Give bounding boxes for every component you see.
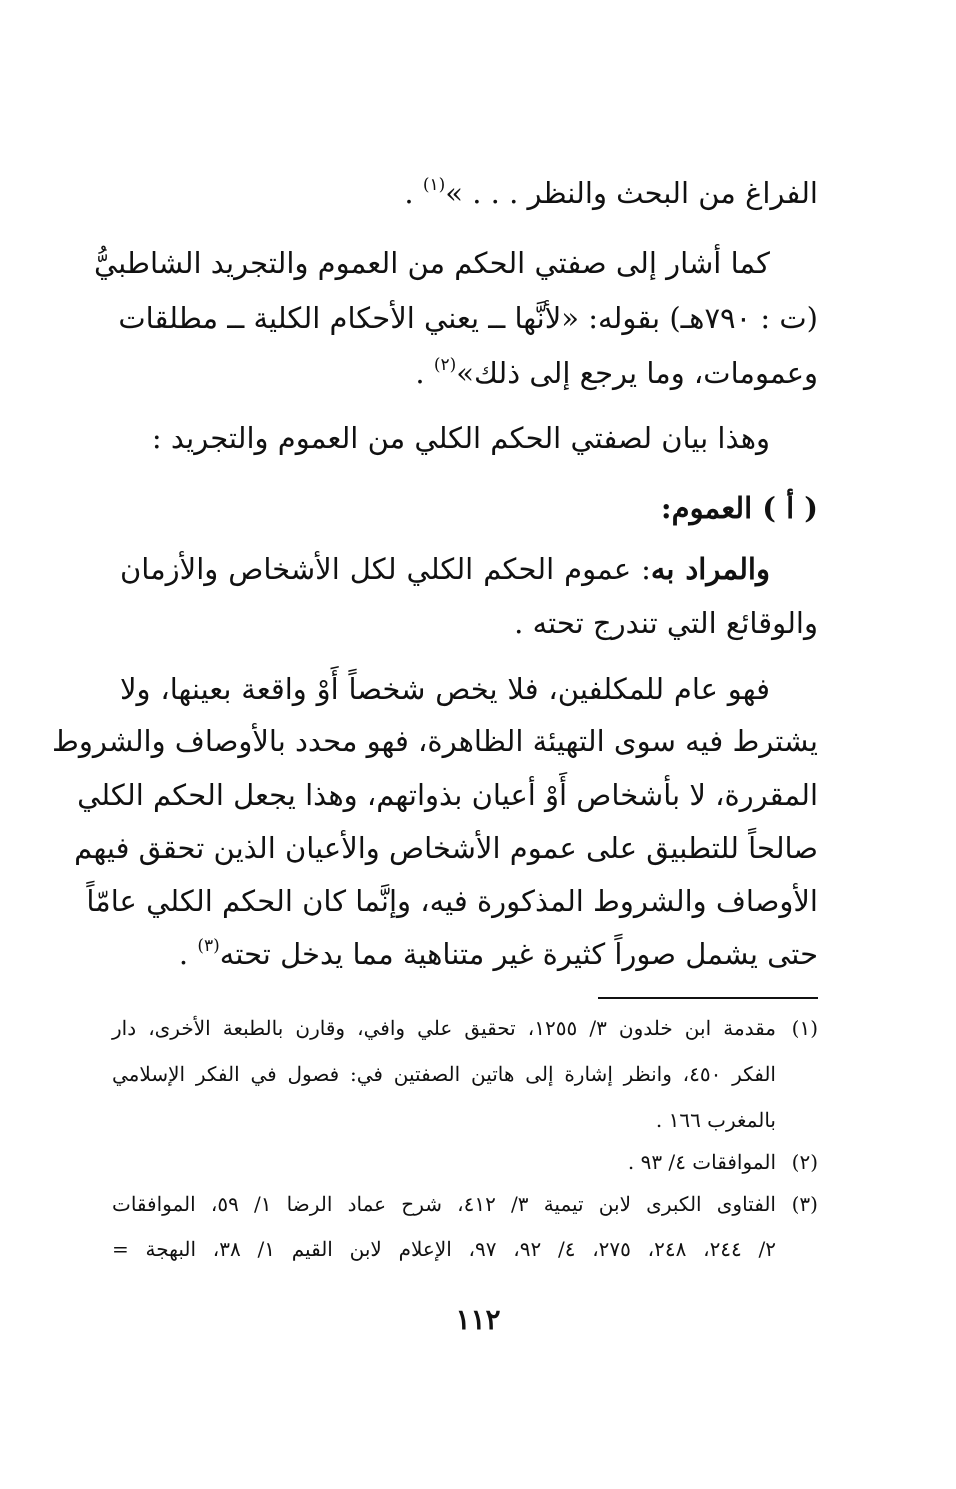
body-line-14: حتى يشمل صوراً كثيرة غير متناهية مما يدخل تحته$^{(٣)}$ . — [178, 936, 818, 971]
footnote-1-line-2: الفكر ٤٥٠، وانظر إشارة إلى هاتين الصفتين في: فصول في الفكر الإسلامي — [112, 1062, 776, 1086]
page-number: ١١٢ — [455, 1303, 501, 1336]
body-line-10: يشترط فيه سوى التهيئة الظاهرة، فهو محدد بالأوصاف والشروط — [52, 724, 818, 758]
footnote-1-line-3: بالمغرب ١٦٦ . — [655, 1108, 776, 1132]
footnote-ref-3: (٣) — [197, 936, 220, 956]
footnote-3-line-1: (٣)الفتاوى الكبرى لابن تيمية ٣/ ٤١٢، شرح عماد الرضا ١/ ٥٩، الموافقات — [112, 1187, 818, 1221]
footnote-ref-2: (٢) — [433, 355, 457, 375]
body-line-3: (ت : ٧٩٠هـ) بقوله: «لأنَّها ــ يعني الأحكام الكلية ــ مطلقات — [118, 301, 818, 335]
footnote-1-line-1: (١)مقدمة ابن خلدون ٣/ ١٢٥٥، تحقيق علي وافي، وقارن بالطبعة الأخرى، دار — [112, 1011, 818, 1045]
body-line-7: والمراد به: عموم الحكم الكلي لكل الأشخاص والأزمان — [120, 552, 770, 586]
footnote-2-number: (٢) — [791, 1150, 818, 1174]
footnote-3-line-2: ٢/ ٢٤٤، ٢٤٨، ٢٧٥، ٤/ ٩٢، ٩٧، الإعلام لابن القيم ١/ ٣٨، البهجة = — [112, 1237, 777, 1261]
footnote-3-number: (٣) — [791, 1192, 818, 1216]
footnote-2-line-1: (٢)الموافقات ٤/ ٩٣ . — [112, 1145, 818, 1179]
body-line-1: الفراغ من البحث والنظر . . . »$^{(١)}$ . — [404, 175, 818, 210]
body-line-2: كما أشار إلى صفتي الحكم من العموم والتجريد الشاطبيُّ — [93, 246, 770, 280]
section-heading: ( أ ) العموم: — [660, 491, 818, 525]
body-line-12: صالحاً للتطبيق على عموم الأشخاص والأعيان الذين تحقق فيهم — [74, 831, 818, 865]
body-line-11: المقررة، لا بأشخاص أَوْ أعيان بذواتهم، وهذا يجعل الحكم الكلي — [77, 778, 818, 812]
footnote-separator — [598, 997, 818, 999]
body-line-5: وهذا بيان لصفتي الحكم الكلي من العموم والتجريد : — [151, 421, 770, 455]
body-line-4: وعمومات، وما يرجع إلى ذلك»$^{(٢)}$ . — [415, 355, 818, 390]
body-line-8: والوقائع التي تندرج تحته . — [514, 606, 818, 640]
body-line-9: فهو عام للمكلفين، فلا يخص شخصاً أَوْ واقعة بعينها، ولا — [120, 672, 770, 706]
body-line-13: الأوصاف والشروط المذكورة فيه، وإنَّما كان الحكم الكلي عامّاً — [86, 884, 818, 918]
footnote-1-number: (١) — [791, 1016, 818, 1040]
footnote-ref-1: (١) — [422, 175, 446, 195]
